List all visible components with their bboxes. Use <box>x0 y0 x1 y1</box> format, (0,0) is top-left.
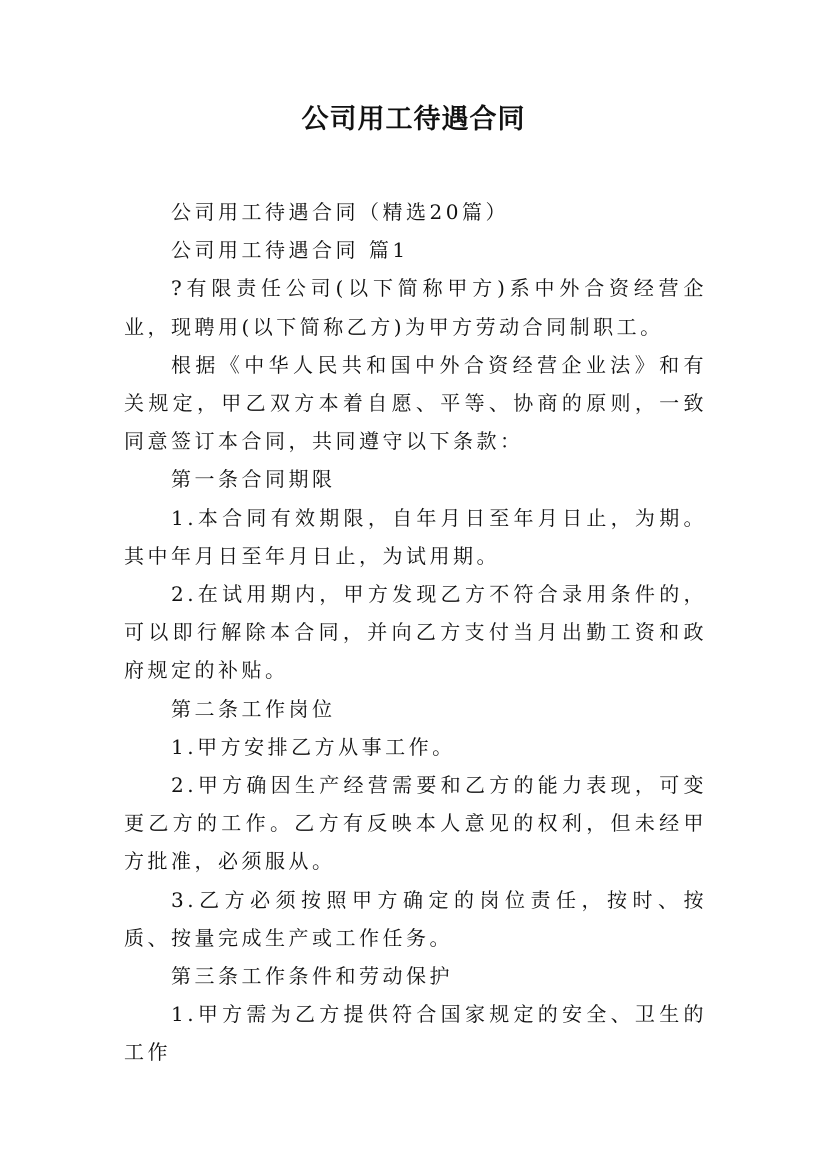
section-title: 公司用工待遇合同 篇1 <box>171 238 409 263</box>
body-paragraph: 2.甲方确因生产经营需要和乙方的能力表现，可变更乙方的工作。乙方有反映本人意见的权利，但未经甲方批准，必须服从。 <box>124 773 707 874</box>
body-paragraph: 2.在试用期内，甲方发现乙方不符合录用条件的，可以即行解除本合同，并向乙方支付当月出勤工资和政府规定的补贴。 <box>124 582 707 683</box>
article-heading: 第三条工作条件和劳动保护 <box>171 964 453 989</box>
body-paragraph: 1.甲方安排乙方从事工作。 <box>171 734 456 759</box>
body-paragraph: ?有限责任公司(以下简称甲方)系中外合资经营企业，现聘用(以下简称乙方)为甲方劳动合同制职工。 <box>124 276 707 339</box>
article-heading: 第二条工作岗位 <box>171 696 336 721</box>
collection-title: 公司用工待遇合同（精选20篇） <box>171 200 509 224</box>
body-paragraph: 1.甲方需为乙方提供符合国家规定的安全、卫生的工作 <box>124 1002 707 1065</box>
document-title: 公司用工待遇合同 <box>301 104 526 135</box>
article-heading: 第一条合同期限 <box>171 467 336 492</box>
body-paragraph: 1.本合同有效期限，自年月日至年月日止，为期。其中年月日至年月日止，为试用期。 <box>124 505 707 568</box>
body-paragraph: 3.乙方必须按照甲方确定的岗位责任，按时、按质、按量完成生产或工作任务。 <box>124 887 707 950</box>
body-paragraph: 根据《中华人民共和国中外合资经营企业法》和有关规定，甲乙双方本着自愿、平等、协商的原则，一致同意签订本合同，共同遵守以下条款： <box>124 352 707 454</box>
document-body <box>124 193 707 1072</box>
